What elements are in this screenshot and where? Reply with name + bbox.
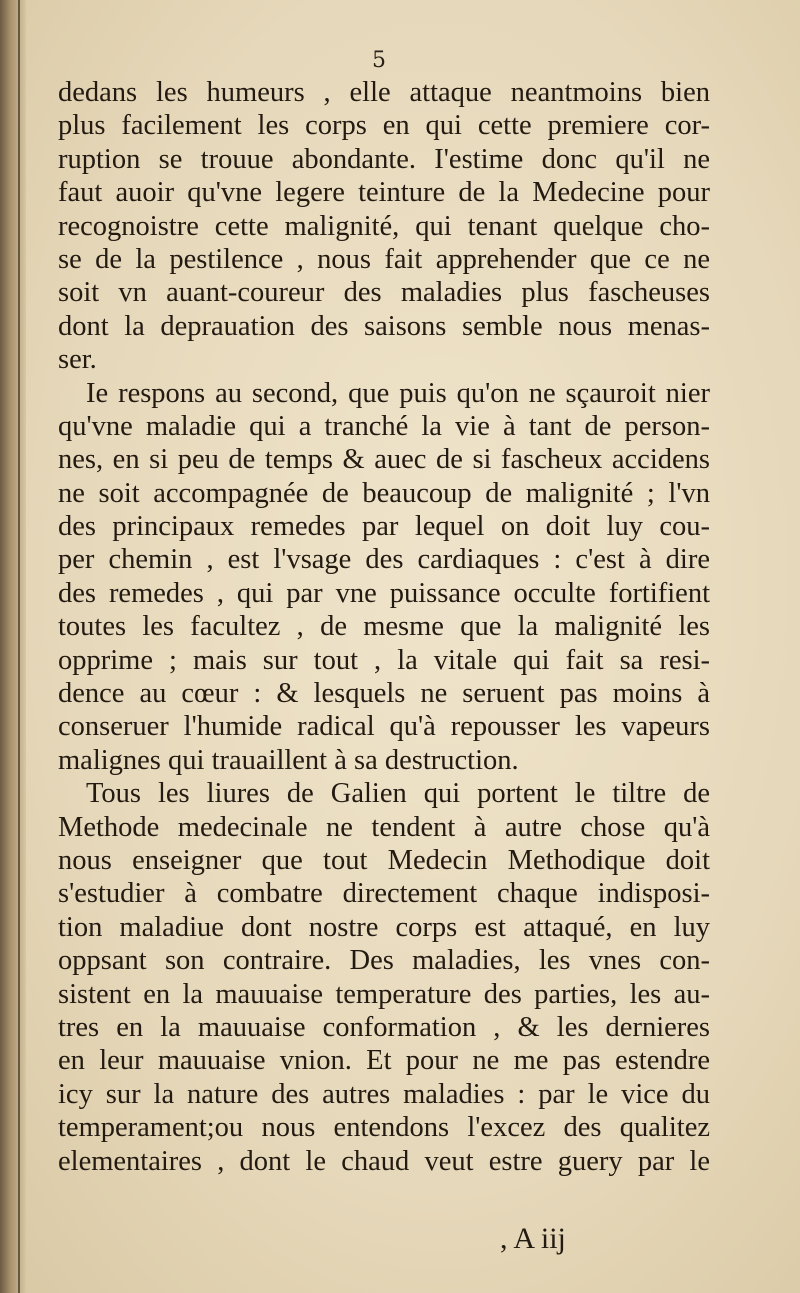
text-line: plus facilement les corps en qui cette premiere cor- [58, 110, 710, 142]
signature-mark: , A iij [500, 1222, 566, 1255]
text-line: temperament;ou nous entendons l'excez des qualitez [58, 1112, 710, 1144]
binding-edge-line [18, 0, 20, 1293]
text-line: se de la pestilence , nous fait apprehender que ce ne [58, 243, 710, 275]
page-number: 5 [372, 48, 386, 73]
text-line: des remedes , qui par vne puissance occulte fortifient [58, 577, 710, 609]
text-line: faut auoir qu'vne legere teinture de la Medecine pour [58, 177, 710, 209]
text-line: opprime ; mais sur tout , la vitale qui fait sa resi- [58, 644, 710, 676]
text-line: Tous les liures de Galien qui portent le tiltre de [86, 778, 710, 810]
text-line: des principaux remedes par lequel on doit luy cou- [58, 511, 710, 543]
text-line: sistent en la mauuaise temperature des parties, les au- [58, 978, 710, 1010]
text-line: per chemin , est l'vsage des cardiaques : c'est à dire [58, 544, 710, 576]
text-line: tion maladiue dont nostre corps est attaqué, en luy [58, 911, 710, 943]
text-line: nes, en si peu de temps & auec de si fascheux accidens [58, 444, 710, 476]
text-line: malignes qui trauaillent à sa destruction. [58, 744, 519, 776]
binding-gutter [0, 0, 26, 1293]
text-line: tres en la mauuaise conformation , & les dernieres [58, 1011, 710, 1043]
text-line: dedans les humeurs , elle attaque neantmoins bien [58, 77, 710, 108]
text-line: Methode medecinale ne tendent à autre chose qu'à [58, 811, 710, 843]
text-line: s'estudier à combatre directement chaque indisposi- [58, 878, 710, 910]
text-line: Ie respons au second, que puis qu'on ne sçauroit nier [86, 377, 710, 409]
text-line: ser. [58, 344, 97, 376]
text-line: oppsant son contraire. Des maladies, les vnes con- [58, 945, 710, 977]
text-line: icy sur la nature des autres maladies : par le vice du [58, 1078, 710, 1110]
text-line: dence au cœur : & lesquels ne seruent pas moins à [58, 678, 710, 710]
body-text [58, 76, 710, 1178]
text-line: toutes les facultez , de mesme que la malignité les [58, 611, 710, 643]
text-line: ne soit accompagnée de beaucoup de malignité ; l'vn [58, 477, 710, 509]
text-line: conseruer l'humide radical qu'à repousser les vapeurs [58, 711, 710, 743]
text-line: qu'vne maladie qui a tranché la vie à tant de person- [58, 410, 710, 442]
text-line: dont la deprauation des saisons semble nous menas- [58, 310, 710, 342]
text-line: en leur mauuaise vnion. Et pour ne me pas estendre [58, 1045, 710, 1077]
text-line: nous enseigner que tout Medecin Methodique doit [58, 844, 710, 876]
text-line: recognoistre cette malignité, qui tenant quelque cho- [58, 210, 710, 242]
text-line: elementaires , dont le chaud veut estre guery par le [58, 1145, 710, 1177]
text-line: soit vn auant-coureur des maladies plus fascheuses [58, 277, 710, 309]
text-line: ruption se trouue abondante. I'estime donc qu'il ne [58, 143, 710, 175]
